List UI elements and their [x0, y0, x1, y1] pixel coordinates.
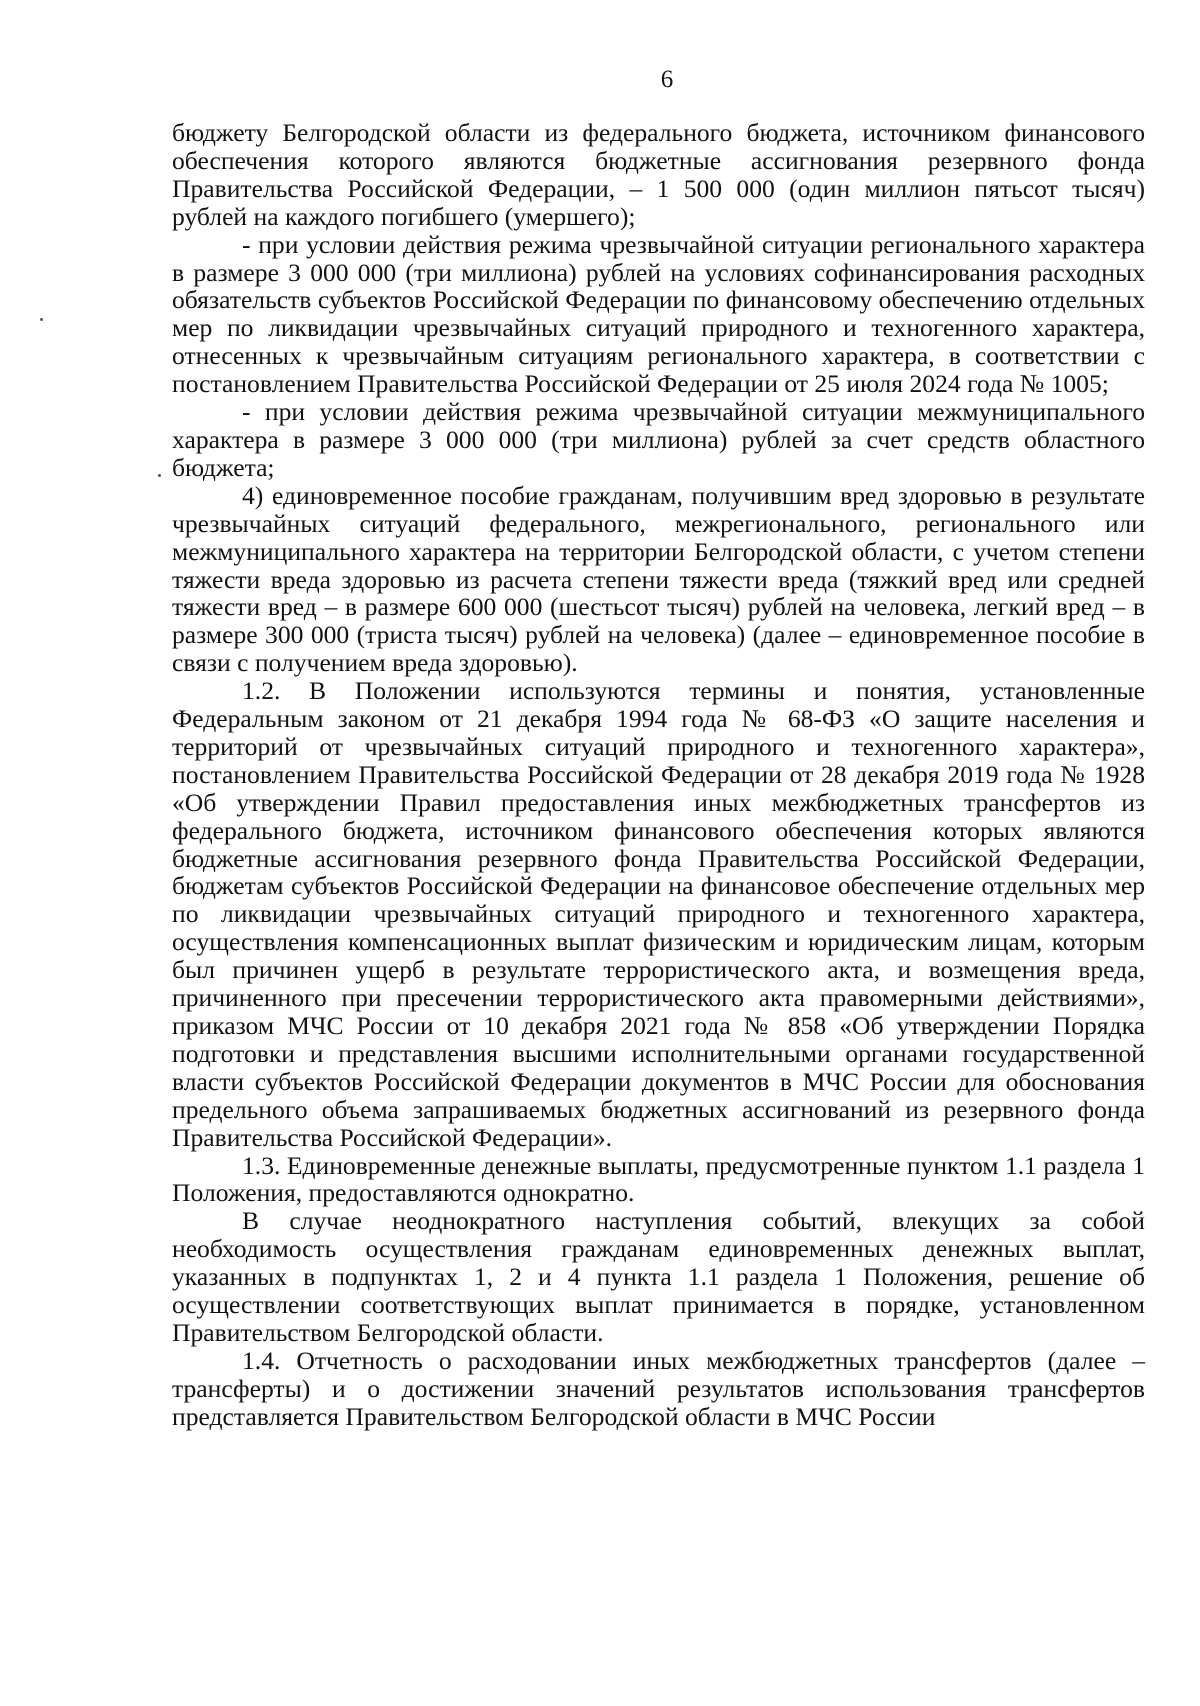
paragraph: 1.2. В Положении используются термины и понятия, установленные Федеральным законом от 21 декабря 1994 года № 68-ФЗ «О защите населения и территорий от чрезвычайных ситуаций природного и техногенного характера», постановлением Правительства Российской Федерации от 28 декабря 2019 года № 1928 «Об утверждении Правил предоставления иных межбюджетных трансфертов из федерального бюджета, источником финансового обеспечения которых являются бюджетные ассигнования резервного фонда Правительства Российской Федерации, бюджетам субъектов Российской Федерации на финансовое обеспечение отдельных мер по ликвидации чрезвычайных ситуаций природного и техногенного характера, осуществления компенсационных выплат физическим и юридическим лицам, которым был причинен ущерб в результате террористического акта, и возмещения вреда, причиненного при пресечении террористического акта правомерными действиями», приказом МЧС России от 10 декабря 2021 года № 858 «Об утверждении Порядка подготовки и представления высшими исполнительными органами государственной власти субъектов Российской Федерации документов в МЧС России для обоснования предельного объема запрашиваемых бюджетных ассигнований из резервного фонда Правительства Российской Федерации». [172, 676, 1145, 1152]
scan-speck [40, 318, 43, 321]
paragraph: В случае неоднократного наступления событий, влекущих за собой необходимость осуществления гражданам единовременных денежных выплат, указанных в подпунктах 1, 2 и 4 пункта 1.1 раздела 1 Положения, решение об осуществлении соответствующих выплат принимается в порядке, установленном Правительством Белгородской области. [172, 1206, 1145, 1347]
scan-speck [158, 474, 161, 477]
paragraph: 1.3. Единовременные денежные выплаты, предусмотренные пунктом 1.1 раздела 1 Положения, предоставляются однократно. [172, 1150, 1145, 1208]
document-body [172, 119, 1145, 1431]
paragraph: 1.4. Отчетность о расходовании иных межбюджетных трансфертов (далее – трансферты) и о достижении значений результатов использования трансфертов представляется Правительством Белгородской области в МЧС России [172, 1345, 1145, 1431]
paragraph: - при условии действия режима чрезвычайной ситуации регионального характера в размере 3 000 000 (три миллиона) рублей на условиях софинансирования расходных обязательств субъектов Российской Федерации по финансовому обеспечению отдельных мер по ликвидации чрезвычайных ситуаций природного и техногенного характера, отнесенных к чрезвычайным ситуациям регионального характера, в соответствии с постановлением Правительства Российской Федерации от 25 июля 2024 года № 1005; [172, 229, 1145, 399]
paragraph: бюджету Белгородской области из федерального бюджета, источником финансового обеспечения которого являются бюджетные ассигнования резервного фонда Правительства Российской Федерации, – 1 500 000 (один миллион пятьсот тысяч) рублей на каждого погибшего (умершего); [172, 118, 1145, 231]
paragraph: - при условии действия режима чрезвычайной ситуации межмуниципального характера в размере 3 000 000 (три миллиона) рублей за счет средств областного бюджета; [172, 397, 1145, 482]
page-number: 6 [660, 66, 674, 93]
paragraph: 4) единовременное пособие гражданам, получившим вред здоровью в результате чрезвычайных ситуаций федерального, межрегионального, регионального или межмуниципального характера на территории Белгородской области, с учетом степени тяжести вреда здоровью из расчета степени тяжести вреда (тяжкий вред или средней тяжести вред – в размере 600 000 (шестьсот тысяч) рублей на человека, легкий вред – в размере 300 000 (триста тысяч) рублей на человека) (далее – единовременное пособие в связи с получением вреда здоровью). [172, 480, 1145, 678]
